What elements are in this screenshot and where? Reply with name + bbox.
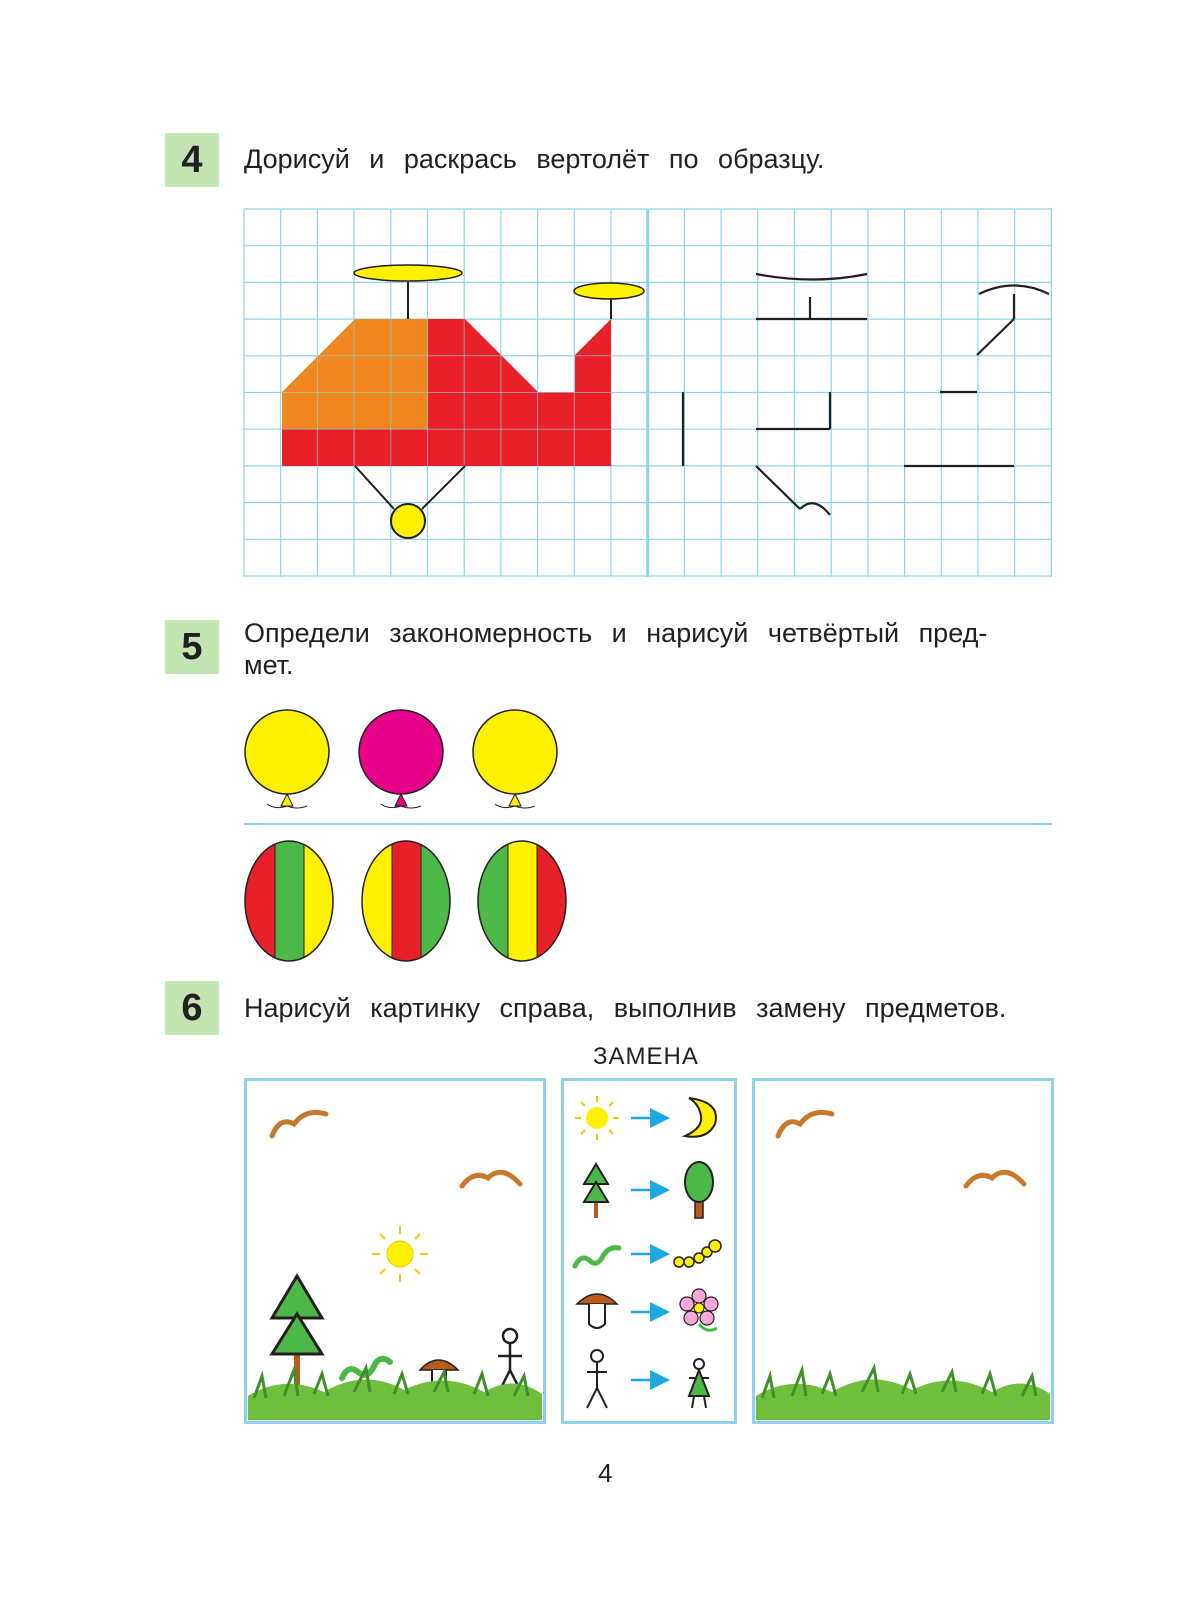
task-4-number-badge xyxy=(165,133,219,187)
original-picture-panel xyxy=(244,1078,546,1424)
task-6-instruction: Нарисуй картинку справа, выполнив замену предметов. xyxy=(244,993,1007,1023)
task-5-number: 5 xyxy=(181,625,203,668)
task-6-number: 6 xyxy=(181,986,203,1029)
balloon-icon xyxy=(473,710,557,808)
substitution-title: ЗАМЕНА xyxy=(593,1043,699,1070)
helicopter-outline-to-complete xyxy=(683,274,1049,515)
balloon-icon xyxy=(359,710,443,808)
balloons-row xyxy=(244,706,574,812)
task-5-divider xyxy=(244,823,1052,825)
balloon-icon xyxy=(245,710,329,808)
page-number: 4 xyxy=(598,1458,613,1488)
helicopter-wheel xyxy=(391,504,425,538)
tail-rotor-blade xyxy=(574,283,644,299)
drawing-panel[interactable] xyxy=(752,1078,1054,1424)
eggs-row xyxy=(244,840,574,964)
sample-helicopter xyxy=(282,265,644,538)
task-4-instruction: Дорисуй и раскрась вертолёт по образцу. xyxy=(244,144,825,174)
main-rotor-blade xyxy=(354,265,462,281)
helicopter-grid xyxy=(244,209,1052,579)
task-5-instruction-line-2: мет. xyxy=(244,650,294,680)
task-6-number-badge xyxy=(165,981,219,1035)
helicopter-cabin-orange xyxy=(282,319,428,429)
task-5-instruction-line-1: Определи закономерность и нарисуй четвёртый пред- xyxy=(244,618,988,648)
task-4-number: 4 xyxy=(181,138,203,181)
substitution-legend-panel xyxy=(561,1078,737,1424)
task-5-number-badge xyxy=(165,620,219,674)
